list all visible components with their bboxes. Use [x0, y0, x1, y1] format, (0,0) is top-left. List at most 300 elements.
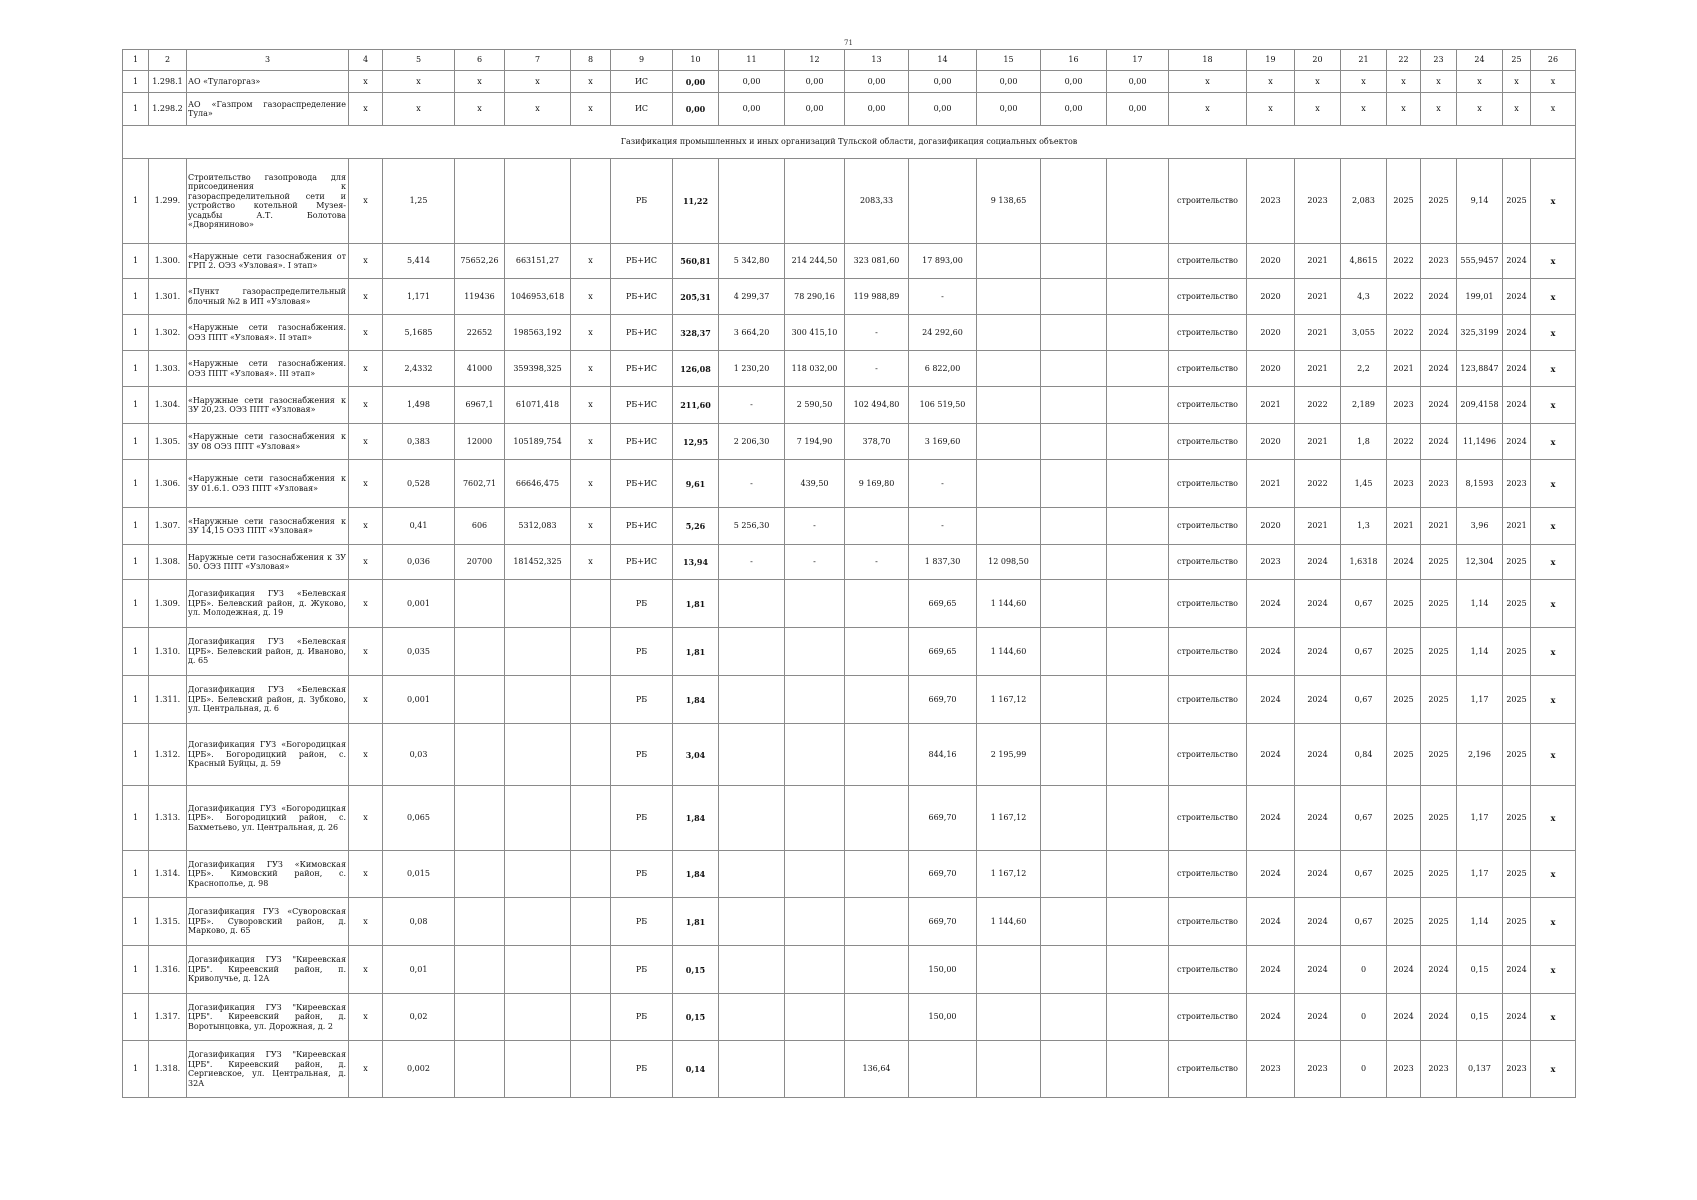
cell-col-21: 0,84: [1341, 724, 1387, 786]
cell-col-3: Догазификация ГУЗ «Суворовская ЦРБ». Суворовский район, д. Марково, д. 65: [187, 898, 349, 946]
cell-col-9: ИС: [611, 93, 673, 126]
cell-col-16: [1041, 994, 1107, 1041]
cell-col-19: 2020: [1247, 508, 1295, 545]
cell-col-6: 22652: [455, 315, 505, 351]
cell-col-8: [571, 628, 611, 676]
cell-col-25: 2023: [1503, 460, 1531, 508]
cell-col-24: 555,9457: [1457, 244, 1503, 279]
cell-col-9: РБ+ИС: [611, 387, 673, 424]
cell-col-9: РБ+ИС: [611, 508, 673, 545]
cell-col-25: 2024: [1503, 351, 1531, 387]
table-row: [123, 545, 1576, 580]
cell-col-10: 0,14: [673, 1041, 719, 1098]
cell-col-10: 1,81: [673, 898, 719, 946]
cell-col-1: 1: [123, 279, 149, 315]
cell-col-4: х: [349, 946, 383, 994]
cell-col-21: 0,67: [1341, 628, 1387, 676]
cell-col-26: х: [1531, 946, 1576, 994]
cell-col-26: х: [1531, 580, 1576, 628]
cell-col-8: [571, 851, 611, 898]
cell-col-5: 5,1685: [383, 315, 455, 351]
cell-col-14: 17 893,00: [909, 244, 977, 279]
cell-col-19: 2023: [1247, 1041, 1295, 1098]
cell-col-13: [845, 851, 909, 898]
cell-col-17: [1107, 1041, 1169, 1098]
cell-col-21: 0: [1341, 1041, 1387, 1098]
cell-col-2: 2: [149, 50, 187, 71]
cell-col-14: -: [909, 508, 977, 545]
cell-col-3: Догазификация ГУЗ «Кимовская ЦРБ». Кимовский район, с. Краснополье, д. 98: [187, 851, 349, 898]
cell-col-9: РБ+ИС: [611, 315, 673, 351]
cell-col-18: строительство: [1169, 724, 1247, 786]
cell-col-2: 1.300.: [149, 244, 187, 279]
cell-col-10: 5,26: [673, 508, 719, 545]
cell-col-1: 1: [123, 508, 149, 545]
cell-col-6: [455, 628, 505, 676]
cell-col-17: 0,00: [1107, 71, 1169, 93]
cell-col-25: 2024: [1503, 244, 1531, 279]
cell-col-12: 118 032,00: [785, 351, 845, 387]
cell-col-25: 2025: [1503, 628, 1531, 676]
cell-col-16: [1041, 1041, 1107, 1098]
cell-col-2: 1.307.: [149, 508, 187, 545]
cell-col-15: [977, 946, 1041, 994]
cell-col-16: [1041, 580, 1107, 628]
cell-col-3: «Наружные сети газоснабжения к ЗУ 20,23. ОЭЗ ППТ «Узловая»: [187, 387, 349, 424]
cell-col-16: [1041, 545, 1107, 580]
cell-col-22: 2022: [1387, 244, 1421, 279]
cell-col-24: 3,96: [1457, 508, 1503, 545]
cell-col-25: 2025: [1503, 545, 1531, 580]
cell-col-19: 2024: [1247, 851, 1295, 898]
cell-col-9: РБ+ИС: [611, 279, 673, 315]
cell-col-15: 1 144,60: [977, 580, 1041, 628]
cell-col-21: 2,189: [1341, 387, 1387, 424]
investment-program-table: [122, 49, 1576, 1098]
cell-col-20: 2024: [1295, 851, 1341, 898]
cell-col-14: -: [909, 460, 977, 508]
cell-col-25: 2024: [1503, 315, 1531, 351]
cell-col-1: 1: [123, 676, 149, 724]
cell-col-22: 2024: [1387, 946, 1421, 994]
cell-col-23: 2024: [1421, 315, 1457, 351]
cell-col-18: строительство: [1169, 545, 1247, 580]
cell-col-25: 2025: [1503, 724, 1531, 786]
cell-col-6: [455, 946, 505, 994]
cell-col-7: [505, 898, 571, 946]
cell-col-23: 2025: [1421, 786, 1457, 851]
table-row: [123, 244, 1576, 279]
cell-col-12: 214 244,50: [785, 244, 845, 279]
cell-col-23: 2025: [1421, 676, 1457, 724]
table-row: [123, 1041, 1576, 1098]
cell-col-10: 0,00: [673, 71, 719, 93]
cell-col-9: РБ: [611, 628, 673, 676]
cell-col-9: 9: [611, 50, 673, 71]
cell-col-23: 2024: [1421, 994, 1457, 1041]
cell-col-20: 2021: [1295, 315, 1341, 351]
cell-col-7: 7: [505, 50, 571, 71]
cell-col-9: РБ: [611, 159, 673, 244]
cell-col-13: -: [845, 351, 909, 387]
cell-col-18: строительство: [1169, 315, 1247, 351]
cell-col-26: х: [1531, 676, 1576, 724]
cell-col-1: 1: [123, 545, 149, 580]
cell-col-19: 2021: [1247, 460, 1295, 508]
cell-col-4: 4: [349, 50, 383, 71]
cell-col-16: 16: [1041, 50, 1107, 71]
cell-col-5: 0,528: [383, 460, 455, 508]
cell-col-4: х: [349, 71, 383, 93]
cell-col-9: РБ: [611, 1041, 673, 1098]
cell-col-25: 25: [1503, 50, 1531, 71]
cell-col-20: 2024: [1295, 946, 1341, 994]
cell-col-23: 2023: [1421, 1041, 1457, 1098]
cell-col-4: х: [349, 545, 383, 580]
cell-col-15: [977, 244, 1041, 279]
cell-col-22: 2023: [1387, 1041, 1421, 1098]
cell-col-10: 12,95: [673, 424, 719, 460]
cell-col-6: [455, 724, 505, 786]
cell-col-23: 2025: [1421, 851, 1457, 898]
cell-col-15: [977, 460, 1041, 508]
cell-col-15: 0,00: [977, 93, 1041, 126]
cell-col-19: х: [1247, 93, 1295, 126]
cell-col-14: [909, 159, 977, 244]
cell-col-6: [455, 786, 505, 851]
cell-col-1: 1: [123, 628, 149, 676]
cell-col-10: 560,81: [673, 244, 719, 279]
cell-col-20: 2023: [1295, 1041, 1341, 1098]
cell-col-20: 2024: [1295, 545, 1341, 580]
cell-col-7: [505, 724, 571, 786]
cell-col-18: строительство: [1169, 676, 1247, 724]
table-row: [123, 387, 1576, 424]
cell-col-25: 2025: [1503, 580, 1531, 628]
cell-col-15: 9 138,65: [977, 159, 1041, 244]
cell-col-23: 2024: [1421, 946, 1457, 994]
cell-col-17: [1107, 159, 1169, 244]
cell-col-5: 0,001: [383, 580, 455, 628]
cell-col-11: 0,00: [719, 71, 785, 93]
cell-col-24: 1,14: [1457, 580, 1503, 628]
cell-col-7: х: [505, 71, 571, 93]
cell-col-3: «Наружные сети газоснабжения к ЗУ 14,15 ОЭЗ ППТ «Узловая»: [187, 508, 349, 545]
cell-col-21: 0: [1341, 946, 1387, 994]
cell-col-26: х: [1531, 279, 1576, 315]
cell-col-4: х: [349, 351, 383, 387]
cell-col-21: 1,8: [1341, 424, 1387, 460]
cell-col-12: [785, 946, 845, 994]
cell-col-25: х: [1503, 71, 1531, 93]
cell-col-23: 2024: [1421, 279, 1457, 315]
cell-col-13: [845, 628, 909, 676]
cell-col-20: 2024: [1295, 580, 1341, 628]
cell-col-16: [1041, 159, 1107, 244]
cell-col-24: 325,3199: [1457, 315, 1503, 351]
cell-col-26: х: [1531, 898, 1576, 946]
cell-col-1: 1: [123, 851, 149, 898]
cell-col-3: «Наружные сети газоснабжения к ЗУ 01.6.1. ОЭЗ ППТ «Узловая»: [187, 460, 349, 508]
cell-col-23: 2025: [1421, 159, 1457, 244]
cell-col-20: х: [1295, 71, 1341, 93]
cell-col-13: [845, 786, 909, 851]
section-title: Газификация промышленных и иных организаций Тульской области, догазификация социальных объектов: [123, 126, 1576, 159]
cell-col-9: РБ+ИС: [611, 460, 673, 508]
cell-col-21: 1,45: [1341, 460, 1387, 508]
cell-col-20: 2024: [1295, 994, 1341, 1041]
cell-col-5: 0,036: [383, 545, 455, 580]
cell-col-24: 2,196: [1457, 724, 1503, 786]
cell-col-12: [785, 786, 845, 851]
cell-col-2: 1.308.: [149, 545, 187, 580]
cell-col-10: 10: [673, 50, 719, 71]
cell-col-10: 211,60: [673, 387, 719, 424]
cell-col-25: 2024: [1503, 424, 1531, 460]
cell-col-22: 2024: [1387, 545, 1421, 580]
cell-col-3: «Наружные сети газоснабжения. ОЭЗ ППТ «Узловая». II этап»: [187, 315, 349, 351]
cell-col-18: строительство: [1169, 898, 1247, 946]
cell-col-22: 2024: [1387, 994, 1421, 1041]
cell-col-15: [977, 351, 1041, 387]
cell-col-9: РБ+ИС: [611, 244, 673, 279]
cell-col-6: х: [455, 93, 505, 126]
cell-col-10: 328,37: [673, 315, 719, 351]
table-row: [123, 580, 1576, 628]
cell-col-25: 2025: [1503, 851, 1531, 898]
cell-col-9: РБ: [611, 786, 673, 851]
cell-col-19: 2024: [1247, 580, 1295, 628]
cell-col-4: х: [349, 786, 383, 851]
cell-col-22: 2021: [1387, 508, 1421, 545]
header-row: [123, 50, 1576, 71]
cell-col-24: 8,1593: [1457, 460, 1503, 508]
cell-col-15: 15: [977, 50, 1041, 71]
cell-col-26: х: [1531, 315, 1576, 351]
cell-col-11: [719, 994, 785, 1041]
cell-col-16: [1041, 279, 1107, 315]
cell-col-21: 0,67: [1341, 676, 1387, 724]
cell-col-12: [785, 724, 845, 786]
cell-col-1: 1: [123, 159, 149, 244]
cell-col-20: 2021: [1295, 424, 1341, 460]
cell-col-8: [571, 580, 611, 628]
cell-col-16: [1041, 628, 1107, 676]
cell-col-11: [719, 946, 785, 994]
cell-col-18: строительство: [1169, 279, 1247, 315]
cell-col-26: х: [1531, 1041, 1576, 1098]
cell-col-12: [785, 580, 845, 628]
cell-col-24: 11,1496: [1457, 424, 1503, 460]
cell-col-17: [1107, 545, 1169, 580]
cell-col-11: 5 342,80: [719, 244, 785, 279]
cell-col-1: 1: [123, 315, 149, 351]
cell-col-15: [977, 508, 1041, 545]
cell-col-23: х: [1421, 93, 1457, 126]
cell-col-21: 3,055: [1341, 315, 1387, 351]
cell-col-19: 2024: [1247, 724, 1295, 786]
cell-col-22: х: [1387, 93, 1421, 126]
cell-col-7: [505, 851, 571, 898]
cell-col-6: [455, 994, 505, 1041]
cell-col-18: строительство: [1169, 628, 1247, 676]
cell-col-17: [1107, 315, 1169, 351]
cell-col-14: 24 292,60: [909, 315, 977, 351]
cell-col-3: Догазификация ГУЗ "Киреевская ЦРБ". Киреевский район, д. Сергиевское, ул. Центральная, д. 32А: [187, 1041, 349, 1098]
cell-col-17: [1107, 244, 1169, 279]
cell-col-17: [1107, 628, 1169, 676]
cell-col-8: [571, 946, 611, 994]
cell-col-6: 75652,26: [455, 244, 505, 279]
table-row: [123, 159, 1576, 244]
cell-col-8: х: [571, 387, 611, 424]
cell-col-18: строительство: [1169, 786, 1247, 851]
cell-col-26: х: [1531, 628, 1576, 676]
cell-col-23: 2025: [1421, 724, 1457, 786]
cell-col-14: 150,00: [909, 946, 977, 994]
cell-col-22: 2025: [1387, 898, 1421, 946]
cell-col-8: [571, 724, 611, 786]
cell-col-22: 2022: [1387, 315, 1421, 351]
cell-col-14: 669,70: [909, 898, 977, 946]
cell-col-20: 2024: [1295, 676, 1341, 724]
cell-col-7: 61071,418: [505, 387, 571, 424]
cell-col-19: 2024: [1247, 628, 1295, 676]
summary-row: [123, 93, 1576, 126]
cell-col-11: 11: [719, 50, 785, 71]
cell-col-24: 1,17: [1457, 676, 1503, 724]
cell-col-14: 669,70: [909, 676, 977, 724]
cell-col-26: х: [1531, 387, 1576, 424]
cell-col-21: 0,67: [1341, 898, 1387, 946]
cell-col-5: 1,25: [383, 159, 455, 244]
cell-col-24: 0,15: [1457, 946, 1503, 994]
cell-col-22: 22: [1387, 50, 1421, 71]
cell-col-6: [455, 159, 505, 244]
cell-col-14: 669,65: [909, 628, 977, 676]
cell-col-3: Догазификация ГУЗ "Киреевская ЦРБ". Киреевский район, д. Воротынцовка, ул. Дорожная, д. 2: [187, 994, 349, 1041]
cell-col-10: 205,31: [673, 279, 719, 315]
cell-col-6: 7602,71: [455, 460, 505, 508]
cell-col-7: 5312,083: [505, 508, 571, 545]
cell-col-6: 6967,1: [455, 387, 505, 424]
cell-col-26: х: [1531, 851, 1576, 898]
cell-col-19: 2020: [1247, 351, 1295, 387]
cell-col-3: Догазификация ГУЗ «Богородицкая ЦРБ». Богородицкий район, с. Красный Буйцы, д. 59: [187, 724, 349, 786]
cell-col-18: строительство: [1169, 351, 1247, 387]
cell-col-13: [845, 676, 909, 724]
cell-col-4: х: [349, 580, 383, 628]
cell-col-20: 2024: [1295, 898, 1341, 946]
cell-col-16: 0,00: [1041, 71, 1107, 93]
cell-col-13: 0,00: [845, 71, 909, 93]
cell-col-11: [719, 1041, 785, 1098]
cell-col-22: 2023: [1387, 387, 1421, 424]
cell-col-19: 2020: [1247, 279, 1295, 315]
cell-col-8: х: [571, 424, 611, 460]
cell-col-18: строительство: [1169, 387, 1247, 424]
table-row: [123, 424, 1576, 460]
cell-col-26: х: [1531, 71, 1576, 93]
cell-col-13: [845, 580, 909, 628]
cell-col-4: х: [349, 315, 383, 351]
cell-col-19: 2021: [1247, 387, 1295, 424]
cell-col-16: [1041, 508, 1107, 545]
section-row: [123, 126, 1576, 159]
cell-col-17: [1107, 508, 1169, 545]
cell-col-18: строительство: [1169, 244, 1247, 279]
cell-col-21: 1,3: [1341, 508, 1387, 545]
cell-col-19: 2020: [1247, 244, 1295, 279]
cell-col-21: 21: [1341, 50, 1387, 71]
cell-col-6: [455, 898, 505, 946]
cell-col-23: 2024: [1421, 387, 1457, 424]
cell-col-18: строительство: [1169, 580, 1247, 628]
cell-col-19: х: [1247, 71, 1295, 93]
cell-col-5: 0,015: [383, 851, 455, 898]
cell-col-7: [505, 994, 571, 1041]
cell-col-14: [909, 1041, 977, 1098]
cell-col-20: 2021: [1295, 351, 1341, 387]
cell-col-1: 1: [123, 724, 149, 786]
cell-col-24: х: [1457, 93, 1503, 126]
cell-col-10: 1,81: [673, 628, 719, 676]
cell-col-5: х: [383, 71, 455, 93]
cell-col-7: [505, 946, 571, 994]
cell-col-12: 0,00: [785, 71, 845, 93]
cell-col-6: [455, 851, 505, 898]
cell-col-20: 2021: [1295, 279, 1341, 315]
cell-col-16: [1041, 460, 1107, 508]
cell-col-17: [1107, 786, 1169, 851]
cell-col-19: 19: [1247, 50, 1295, 71]
cell-col-5: 5: [383, 50, 455, 71]
cell-col-18: х: [1169, 71, 1247, 93]
cell-col-13: -: [845, 545, 909, 580]
cell-col-22: 2025: [1387, 851, 1421, 898]
cell-col-1: 1: [123, 244, 149, 279]
cell-col-2: 1.313.: [149, 786, 187, 851]
cell-col-14: 0,00: [909, 71, 977, 93]
cell-col-25: 2025: [1503, 786, 1531, 851]
cell-col-14: 669,70: [909, 851, 977, 898]
cell-col-1: 1: [123, 460, 149, 508]
cell-col-17: [1107, 460, 1169, 508]
cell-col-8: [571, 898, 611, 946]
cell-col-13: 323 081,60: [845, 244, 909, 279]
cell-col-4: х: [349, 93, 383, 126]
cell-col-20: 2021: [1295, 244, 1341, 279]
cell-col-4: х: [349, 159, 383, 244]
cell-col-23: 23: [1421, 50, 1457, 71]
cell-col-8: х: [571, 71, 611, 93]
cell-col-15: 2 195,99: [977, 724, 1041, 786]
cell-col-2: 1.298.1: [149, 71, 187, 93]
cell-col-17: [1107, 994, 1169, 1041]
cell-col-8: х: [571, 508, 611, 545]
cell-col-18: строительство: [1169, 1041, 1247, 1098]
cell-col-22: 2025: [1387, 159, 1421, 244]
cell-col-8: х: [571, 244, 611, 279]
cell-col-9: РБ: [611, 898, 673, 946]
cell-col-2: 1.312.: [149, 724, 187, 786]
cell-col-8: [571, 676, 611, 724]
cell-col-15: [977, 279, 1041, 315]
cell-col-2: 1.304.: [149, 387, 187, 424]
cell-col-21: 0,67: [1341, 580, 1387, 628]
cell-col-21: 4,8615: [1341, 244, 1387, 279]
cell-col-12: [785, 898, 845, 946]
